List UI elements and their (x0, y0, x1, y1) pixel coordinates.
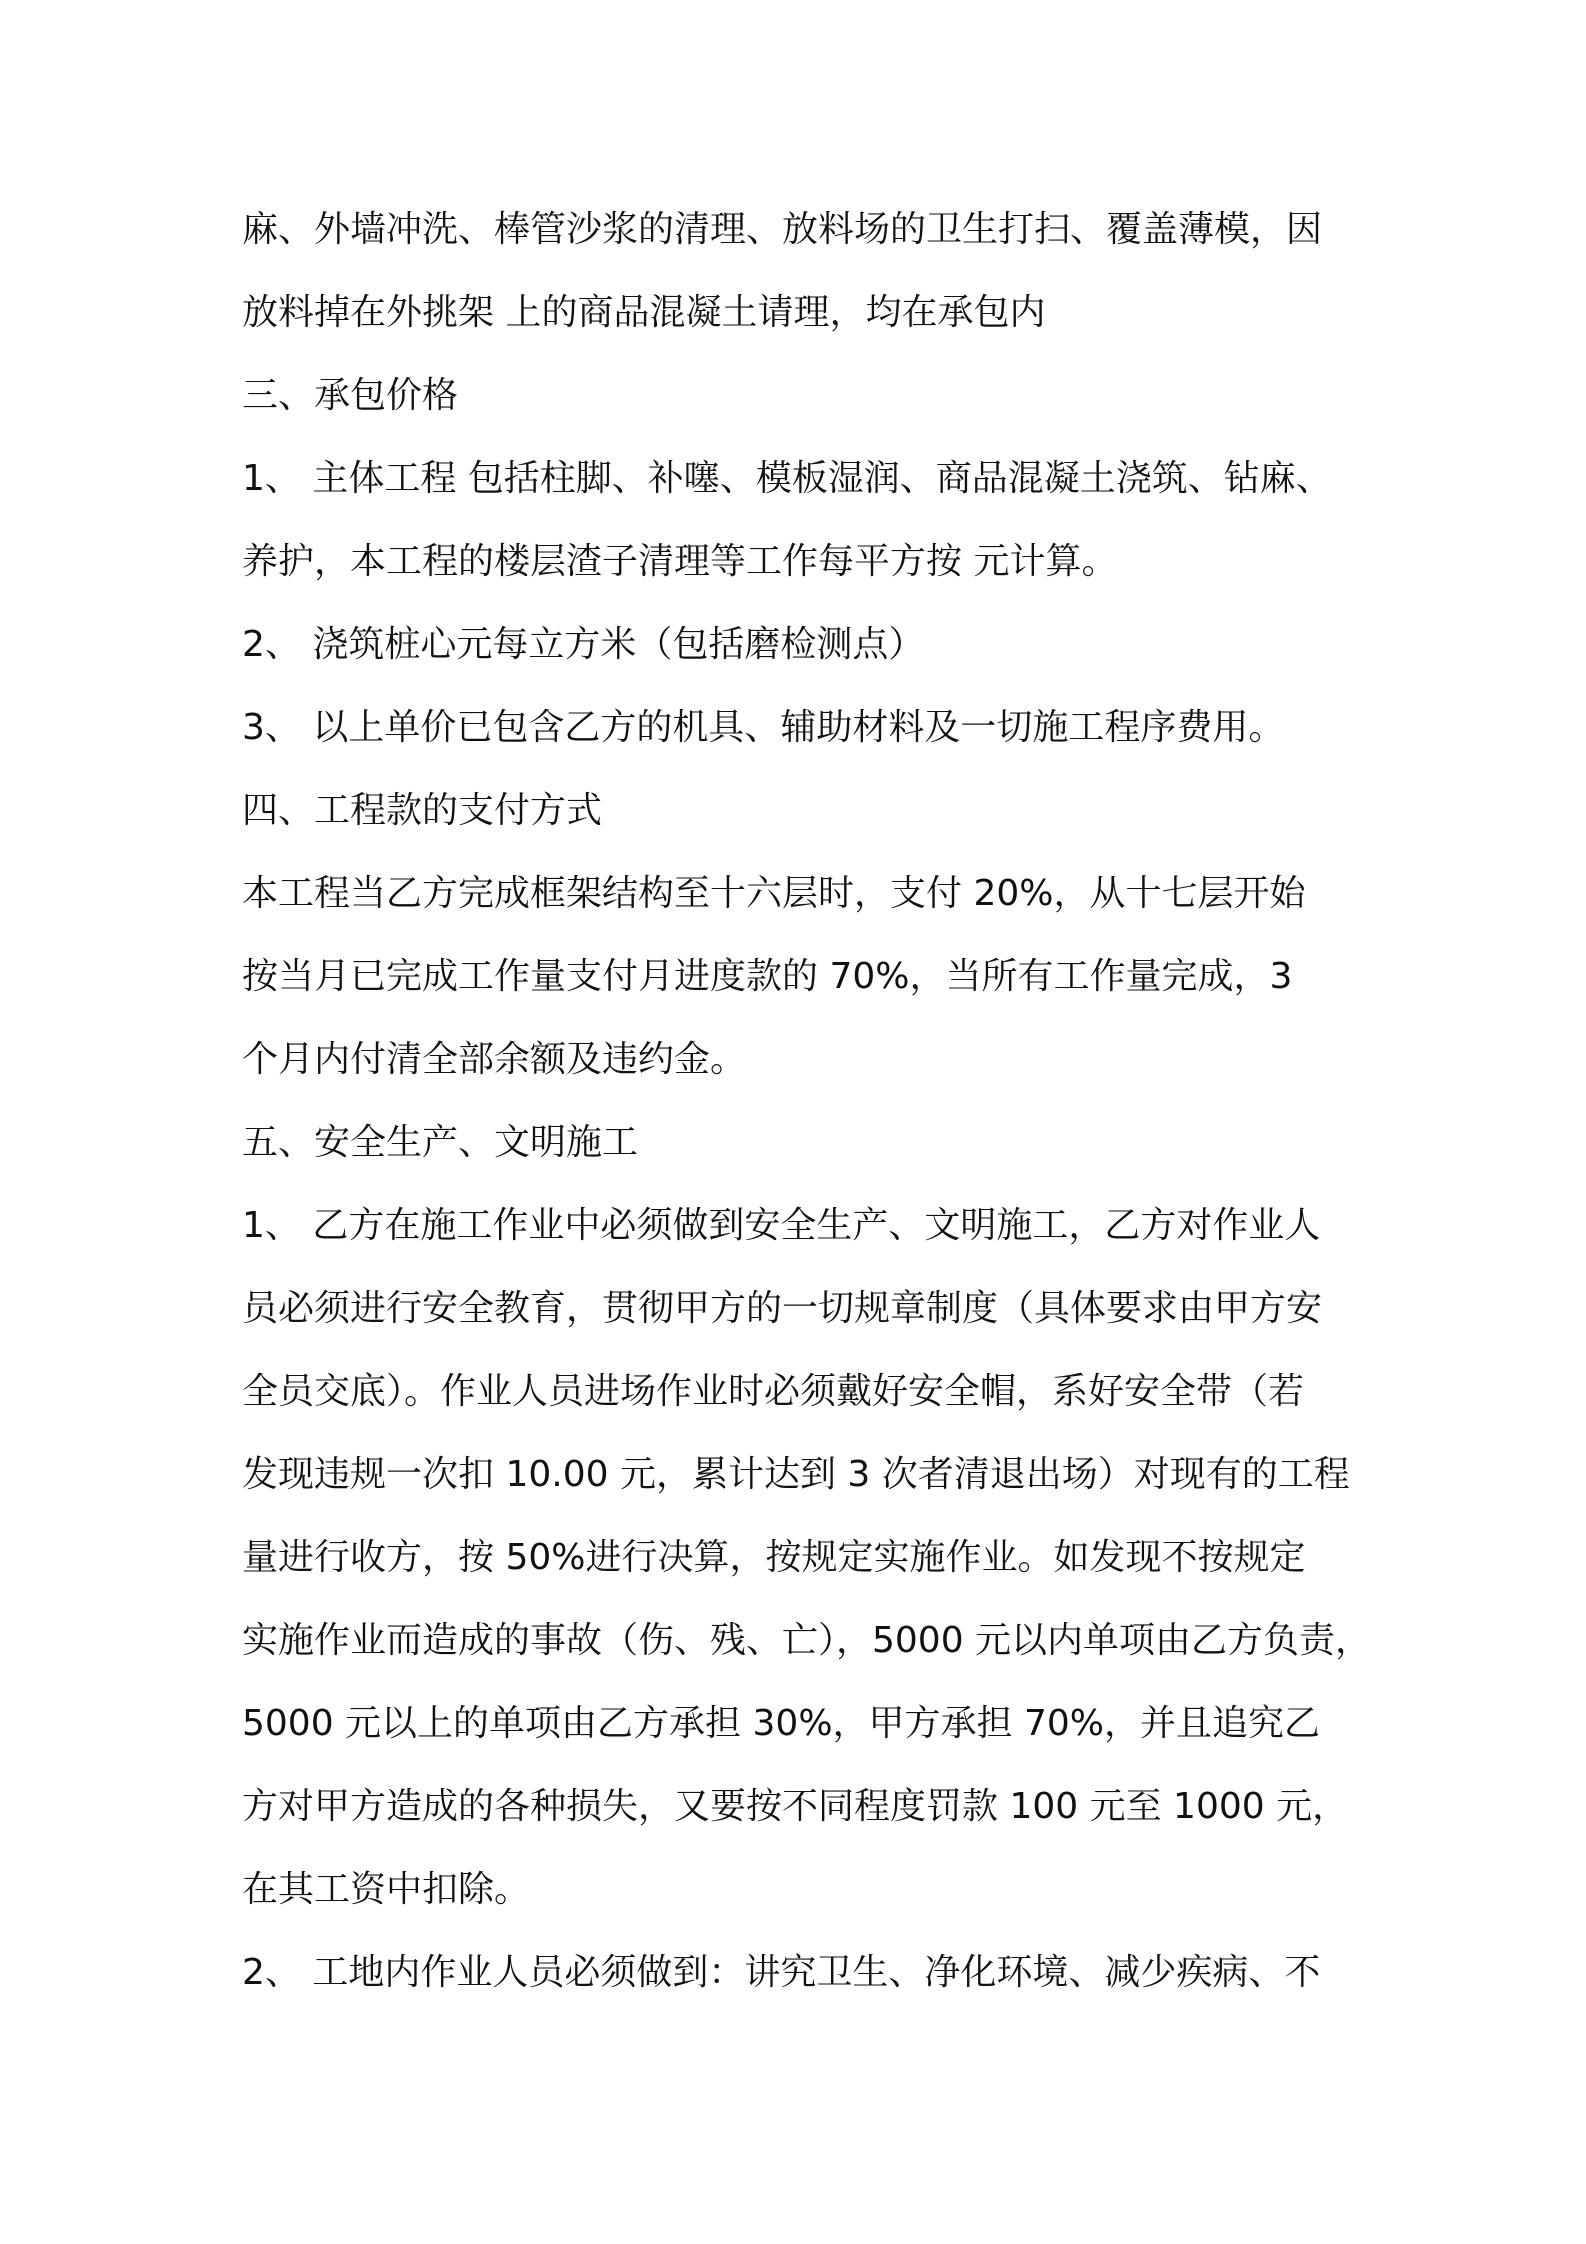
text-line: 实施作业而造成的事故（伤、残、亡），5000 元以内单项由乙方负责， (242, 1620, 1372, 1661)
section-heading: 五、安全生产、文明施工 (242, 1122, 639, 1163)
text-line: 方对甲方造成的各种损失，又要按不同程度罚款 100 元至 1000 元， (242, 1786, 1349, 1827)
text-line: 发现违规一次扣 10.00 元，累计达到 3 次者清退出场）对现有的工程 (242, 1454, 1350, 1495)
text-line: 1、 乙方在施工作业中必须做到安全生产、文明施工，乙方对作业人 (242, 1205, 1321, 1246)
text-line: 在其工资中扣除。 (242, 1869, 531, 1910)
text-line: 麻、外墙冲洗、棒管沙浆的清理、放料场的卫生打扫、覆盖薄模，因 (242, 209, 1323, 250)
text-line: 量进行收方，按 50%进行决算，按规定实施作业。如发现不按规定 (242, 1537, 1306, 1578)
text-line: 个月内付清全部余额及违约金。 (242, 1039, 747, 1080)
text-line: 本工程当乙方完成框架结构至十六层时，支付 20%，从十七层开始 (242, 873, 1306, 914)
text-line: 5000 元以上的单项由乙方承担 30%，甲方承担 70%，并且追究乙 (242, 1703, 1320, 1744)
section-heading: 三、承包价格 (242, 375, 459, 416)
text-line: 1、 主体工程 包括柱脚、补噻、模板湿润、商品混凝土浇筑、钻麻、 (242, 458, 1332, 499)
section-heading: 四、工程款的支付方式 (242, 790, 603, 831)
text-line: 员必须进行安全教育，贯彻甲方的一切规章制度（具体要求由甲方安 (242, 1288, 1323, 1329)
text-line: 全员交底）。作业人员进场作业时必须戴好安全帽，系好安全带（若 (242, 1371, 1305, 1412)
text-line: 按当月已完成工作量支付月进度款的 70%，当所有工作量完成，3 (242, 956, 1293, 997)
text-line: 2、 浇筑桩心元每立方米（包括磨检测点） (242, 624, 925, 665)
text-line: 养护，本工程的楼层渣子清理等工作每平方按 元计算。 (242, 541, 1118, 582)
text-line: 2、 工地内作业人员必须做到：讲究卫生、净化环境、减少疾病、不 (242, 1952, 1321, 1993)
text-line: 3、 以上单价已包含乙方的机具、辅助材料及一切施工程序费用。 (242, 707, 1285, 748)
text-line: 放料掉在外挑架 上的商品混凝土请理，均在承包内 (242, 292, 1046, 333)
